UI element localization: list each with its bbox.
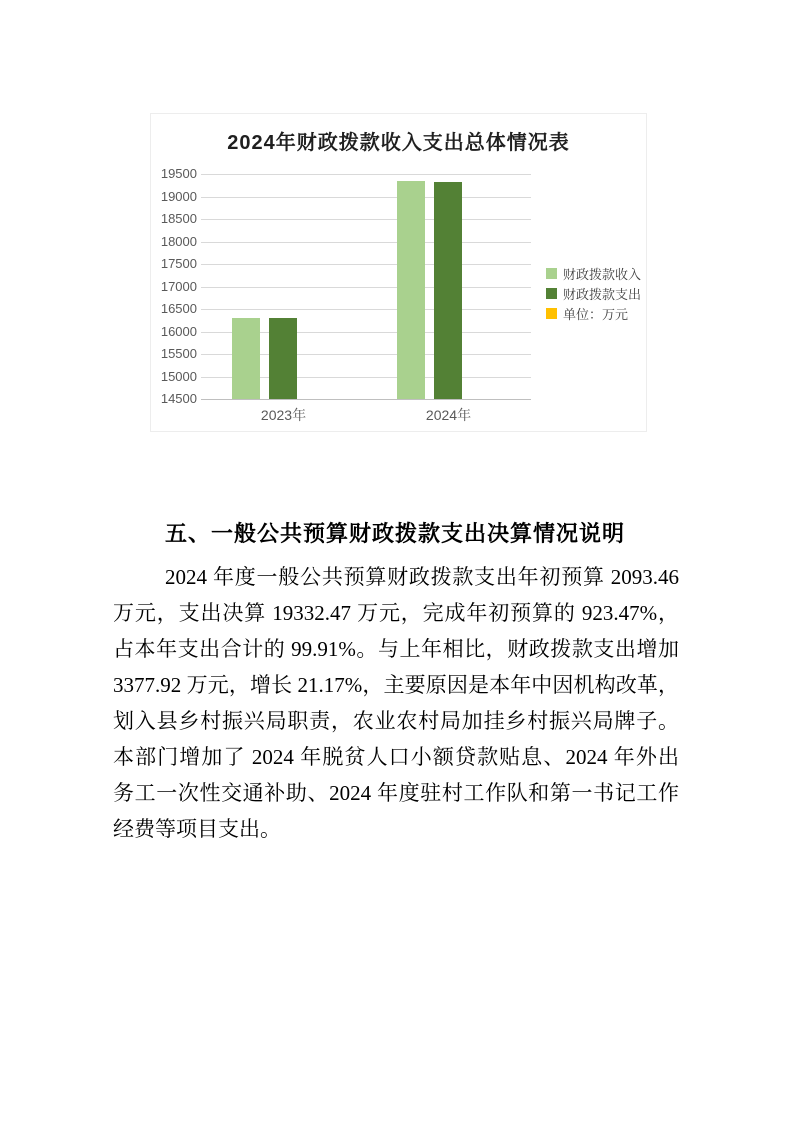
legend-item (546, 263, 641, 283)
chart-title: 2024年财政拨款收入支出总体情况表 (227, 132, 570, 154)
legend-color-swatch-icon (546, 288, 557, 299)
body-paragraph (113, 559, 679, 847)
legend-item (546, 303, 641, 323)
paragraph-line: 2024 年度一般公共预算财政拨款支出年初预算 2093.46 (165, 565, 679, 589)
y-axis-tick-label: 15000 (160, 368, 197, 384)
y-axis-tick-label: 16000 (160, 323, 197, 339)
chart-bar-expense-2023 (269, 318, 297, 399)
gridline (201, 174, 531, 175)
y-axis-tick-label: 15500 (160, 346, 197, 361)
legend-label: 单位：万元 (563, 306, 629, 322)
legend-color-swatch-icon (546, 268, 557, 279)
x-axis-line (201, 399, 531, 400)
gridline (201, 242, 531, 243)
x-axis-category-label: 2023年 (260, 407, 307, 423)
paragraph-line: 经费等项目支出。 (113, 817, 281, 841)
paragraph-line: 本部门增加了 2024 年脱贫人口小额贷款贴息、2024 年外出 (113, 745, 679, 769)
paragraph-line: 万元，支出决算 19332.47 万元，完成年初预算的 923.47%， (113, 601, 679, 625)
paragraph-line: 占本年支出合计的 99.91%。与上年相比，财政拨款支出增加 (113, 637, 679, 661)
legend-color-swatch-icon (546, 308, 557, 319)
section-heading: 五、一般公共预算财政拨款支出决算情况说明 (165, 521, 626, 546)
gridline (201, 264, 531, 265)
x-axis-category-label: 2024年 (425, 407, 472, 423)
y-axis-tick-label: 19500 (160, 166, 197, 181)
legend-label: 财政拨款支出 (563, 286, 642, 302)
y-axis-tick-label: 17000 (160, 278, 197, 294)
chart-bar-income-2023 (232, 318, 260, 399)
legend-label: 财政拨款收入 (563, 266, 642, 282)
y-axis-tick-label: 18000 (160, 233, 197, 249)
gridline (201, 309, 531, 310)
y-axis-tick-label: 16500 (160, 301, 197, 316)
gridline (201, 197, 531, 198)
legend-item (546, 283, 641, 303)
y-axis-tick-label: 14500 (160, 391, 197, 406)
chart-bar-income-2024 (397, 181, 425, 399)
paragraph-line: 划入县乡村振兴局职责，农业农村局加挂乡村振兴局牌子。 (113, 709, 679, 733)
gridline (201, 219, 531, 220)
chart-legend (546, 263, 641, 323)
paragraph-line: 务工一次性交通补助、2024 年度驻村工作队和第一书记工作 (113, 781, 679, 805)
y-axis-tick-label: 19000 (160, 188, 197, 204)
chart-bar-expense-2024 (434, 182, 462, 399)
text-section (113, 519, 679, 847)
chart-container (150, 113, 647, 432)
y-axis-tick-label: 18500 (160, 211, 197, 226)
y-axis-tick-label: 17500 (160, 256, 197, 271)
paragraph-line: 3377.92 万元，增长 21.17%，主要原因是本年中因机构改革， (113, 673, 679, 697)
gridline (201, 287, 531, 288)
